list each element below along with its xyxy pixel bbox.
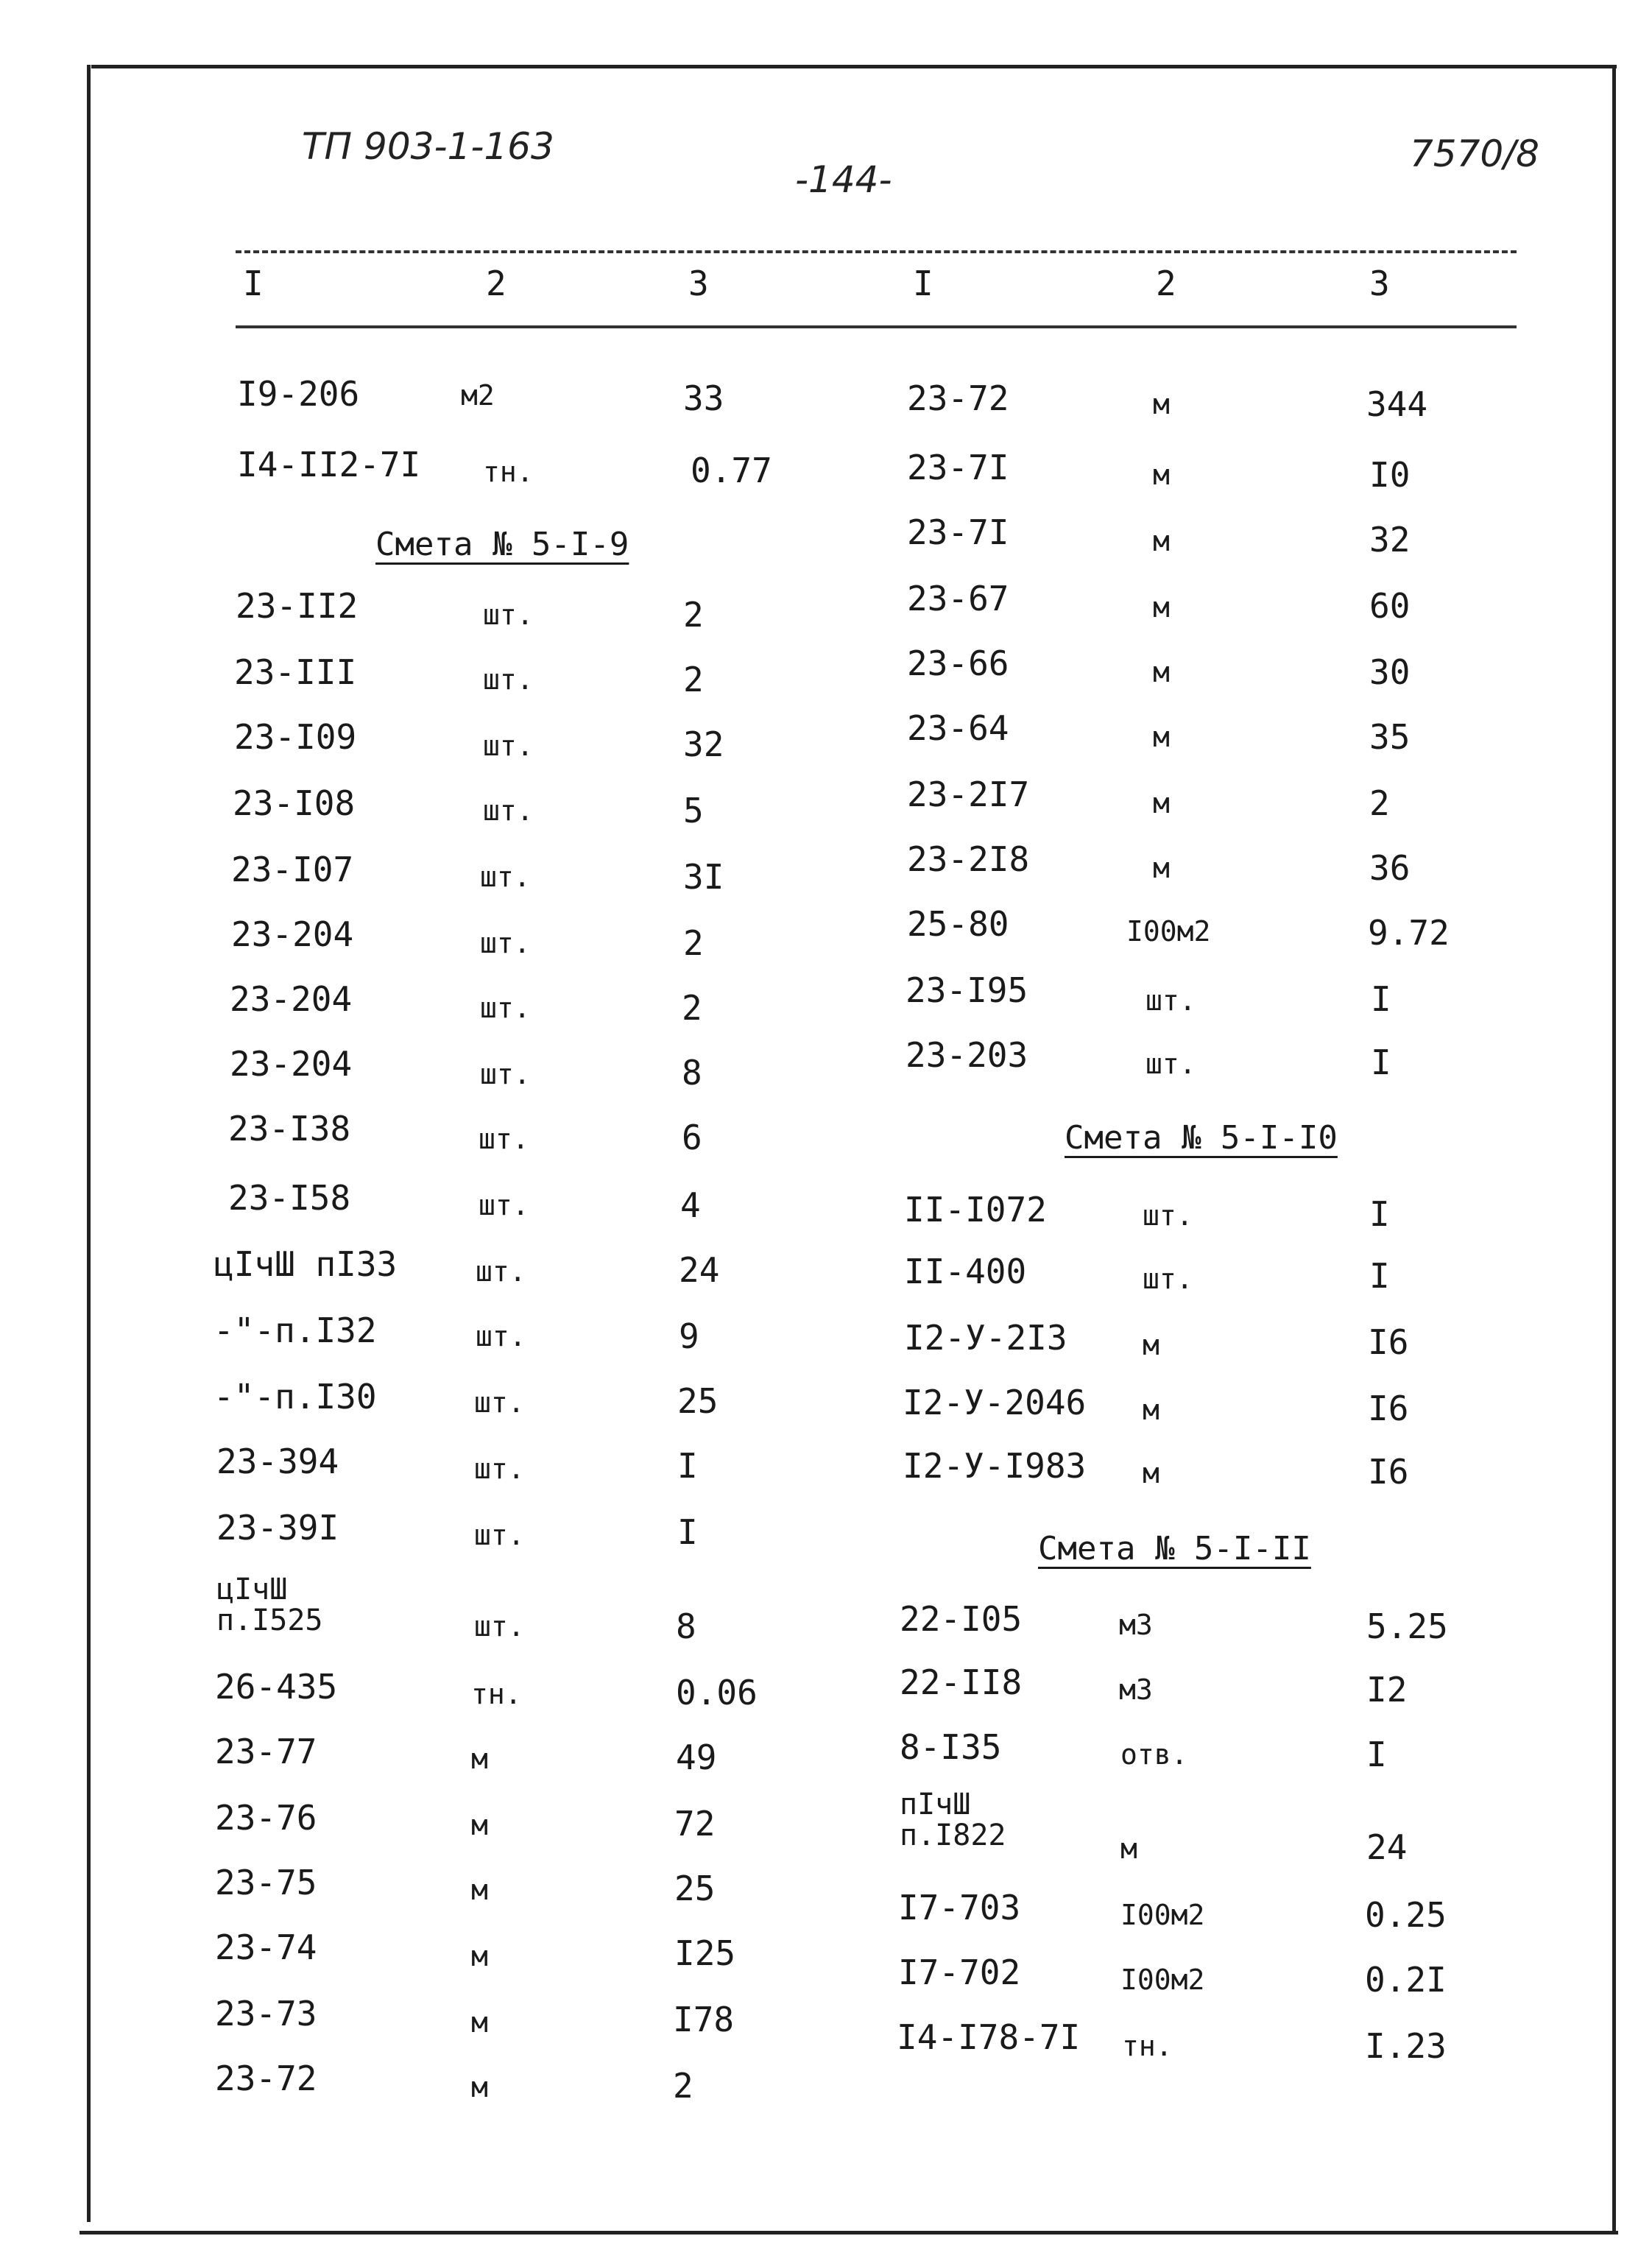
item-code: I4-I78-7I — [897, 2017, 1081, 2057]
frame-border-left — [87, 65, 91, 2222]
item-code: 25-80 — [907, 904, 1009, 944]
item-unit: шт. — [483, 730, 534, 762]
item-qty: I — [1366, 1735, 1387, 1774]
item-unit: шт. — [1143, 1199, 1193, 1232]
item-qty: 25 — [674, 1869, 716, 1908]
item-unit: м — [471, 2071, 488, 2103]
item-qty: 2 — [683, 923, 704, 963]
item-qty: 60 — [1369, 586, 1411, 626]
item-code: I7-703 — [898, 1888, 1021, 1927]
item-unit: I00м2 — [1120, 1899, 1205, 1931]
item-qty: 4 — [680, 1185, 701, 1225]
item-unit: м — [1143, 1329, 1159, 1361]
item-code: II-400 — [904, 1252, 1027, 1291]
item-qty: 35 — [1369, 717, 1411, 757]
item-code: 23-7I — [907, 448, 1009, 487]
item-code: 23-II2 — [236, 586, 359, 626]
item-code: 23-I07 — [231, 850, 354, 889]
item-unit: шт. — [479, 1123, 529, 1155]
item-code-line1: пIчШ — [900, 1788, 971, 1821]
item-code: 23-74 — [215, 1927, 317, 1967]
item-qty: 32 — [683, 724, 724, 764]
item-code: 23-I58 — [228, 1178, 351, 1218]
item-unit: шт. — [480, 861, 531, 893]
sheet-ref: 7570/8 — [1410, 133, 1539, 175]
col-header: 3 — [688, 264, 709, 303]
item-unit: шт. — [483, 663, 534, 696]
item-qty: I — [677, 1512, 698, 1552]
col-header: 2 — [1156, 264, 1176, 303]
item-unit: шт. — [474, 1453, 525, 1485]
item-code: 22-I05 — [900, 1599, 1023, 1639]
item-code: I2-У-2046 — [903, 1383, 1087, 1422]
item-code: 23-I95 — [906, 970, 1028, 1010]
item-qty: 33 — [683, 378, 724, 418]
item-qty: I0 — [1369, 455, 1411, 495]
item-qty: I — [1369, 1194, 1390, 1234]
item-code: 23-66 — [907, 643, 1009, 683]
item-qty: 2 — [1369, 783, 1390, 823]
item-code: 23-64 — [907, 708, 1009, 748]
item-unit: шт. — [480, 992, 531, 1024]
item-qty: I78 — [673, 2000, 735, 2039]
frame-border-bottom — [80, 2231, 1618, 2234]
item-qty: 2 — [683, 595, 704, 635]
item-unit: отв. — [1120, 1738, 1188, 1771]
item-code: 23-I09 — [234, 717, 357, 757]
item-unit: шт. — [476, 1255, 526, 1288]
item-code-line2: п.I822 — [900, 1819, 1006, 1852]
item-qty: 6 — [682, 1118, 702, 1157]
item-unit: I00м2 — [1120, 1964, 1205, 1996]
item-code: 23-72 — [215, 2059, 317, 2098]
item-unit: шт. — [480, 927, 531, 959]
item-code: I2-У-I983 — [903, 1446, 1087, 1486]
item-code: 26-435 — [215, 1667, 338, 1707]
item-qty: I6 — [1368, 1452, 1409, 1492]
section-heading: Смета № 5-I-9 — [375, 526, 629, 563]
item-unit: м — [1153, 525, 1170, 557]
item-qty: 25 — [677, 1381, 719, 1421]
frame-border-right — [1612, 68, 1616, 2232]
item-qty: 49 — [676, 1738, 717, 1777]
item-code: 23-7I — [907, 512, 1009, 552]
item-unit: шт. — [480, 1058, 531, 1090]
item-code: 23-I38 — [228, 1109, 351, 1149]
item-qty: 5.25 — [1366, 1606, 1448, 1646]
item-unit: м — [1143, 1394, 1159, 1426]
item-unit: шт. — [474, 1519, 525, 1551]
item-code: 23-72 — [907, 378, 1009, 418]
header-rule — [236, 325, 1517, 328]
item-qty: 2 — [673, 2066, 693, 2106]
item-unit: м — [1153, 852, 1170, 884]
item-code: 23-73 — [215, 1994, 317, 2034]
item-qty: I — [1371, 1043, 1391, 1082]
item-unit: м — [1153, 459, 1170, 491]
item-qty: 36 — [1369, 848, 1411, 888]
item-qty: 72 — [674, 1804, 716, 1844]
page-number: -144- — [795, 158, 892, 201]
header-dashed-rule — [236, 250, 1517, 253]
item-code: 23-III — [234, 652, 357, 692]
item-code: 23-204 — [230, 1044, 353, 1084]
item-unit: м — [1153, 591, 1170, 624]
item-qty: 9.72 — [1368, 913, 1450, 953]
item-qty: I — [677, 1446, 698, 1486]
item-unit: шт. — [1146, 984, 1196, 1017]
item-code: 23-204 — [231, 914, 354, 954]
item-qty: 2 — [682, 988, 702, 1028]
item-unit: шт. — [474, 1386, 525, 1419]
item-unit: I00м2 — [1126, 915, 1211, 948]
item-qty: I6 — [1368, 1389, 1409, 1428]
item-unit: м — [1143, 1457, 1159, 1489]
item-unit: м2 — [461, 379, 495, 412]
item-unit: шт. — [476, 1320, 526, 1352]
doc-code: ТП 903-1-163 — [302, 125, 554, 168]
item-code: цIчШ пI33 — [213, 1244, 398, 1284]
item-qty: 0.2I — [1365, 1960, 1447, 2000]
item-unit: м — [471, 1940, 488, 1972]
item-qty: 2 — [683, 660, 704, 699]
item-unit: м3 — [1119, 1673, 1153, 1706]
item-qty: 24 — [679, 1250, 720, 1290]
item-unit: м — [1120, 1833, 1137, 1865]
item-code: I4-II2-7I — [237, 445, 421, 484]
item-qty: 9 — [679, 1316, 699, 1356]
item-unit: м — [471, 1809, 488, 1841]
item-unit: шт. — [483, 794, 534, 827]
item-qty: I25 — [674, 1933, 736, 1973]
frame-border-top — [91, 65, 1617, 68]
item-unit: м — [471, 1874, 488, 1906]
item-unit: м3 — [1119, 1609, 1153, 1641]
item-code: 23-203 — [906, 1035, 1028, 1075]
item-code: 8-I35 — [900, 1727, 1002, 1767]
item-qty: 32 — [1369, 520, 1411, 560]
item-qty: 3I — [683, 857, 724, 897]
item-code: 23-75 — [215, 1863, 317, 1902]
section-heading: Смета № 5-I-II — [1038, 1530, 1311, 1567]
section-heading: Смета № 5-I-I0 — [1065, 1119, 1338, 1157]
item-code: I7-702 — [898, 1953, 1021, 1992]
item-qty: 0.77 — [691, 451, 772, 490]
item-unit: шт. — [474, 1610, 525, 1643]
item-qty: 5 — [683, 791, 704, 830]
item-unit: шт. — [1146, 1048, 1196, 1080]
item-unit: шт. — [479, 1189, 529, 1221]
item-qty: 24 — [1366, 1827, 1408, 1867]
item-code: 23-394 — [216, 1442, 339, 1481]
item-unit: шт. — [1143, 1263, 1193, 1295]
item-qty: 8 — [682, 1053, 702, 1093]
item-qty: 0.06 — [676, 1673, 758, 1712]
item-code: 23-I08 — [233, 783, 356, 823]
item-code: I9-206 — [237, 374, 360, 414]
item-code: 23-76 — [215, 1798, 317, 1838]
item-qty: I.23 — [1365, 2026, 1447, 2066]
item-unit: м — [1153, 656, 1170, 688]
col-header: I — [913, 264, 933, 303]
item-qty: 344 — [1366, 384, 1428, 424]
item-code: 23-2I7 — [907, 775, 1030, 814]
item-qty: I — [1369, 1256, 1390, 1296]
col-header: I — [243, 264, 264, 303]
item-code: 22-II8 — [900, 1662, 1023, 1702]
item-code-line1: цIчШ — [216, 1573, 288, 1606]
col-header: 3 — [1369, 264, 1390, 303]
item-unit: м — [1153, 388, 1170, 420]
item-unit: м — [1153, 721, 1170, 753]
item-unit: м — [471, 2006, 488, 2039]
item-unit: тн. — [483, 456, 534, 488]
item-qty: 0.25 — [1365, 1895, 1447, 1935]
item-code: 23-2I8 — [907, 839, 1030, 879]
item-qty: I — [1371, 979, 1391, 1019]
item-code-line2: п.I525 — [216, 1604, 323, 1637]
item-qty: I6 — [1368, 1322, 1409, 1362]
item-qty: I2 — [1366, 1670, 1408, 1710]
item-qty: 8 — [676, 1606, 696, 1646]
col-header: 2 — [486, 264, 506, 303]
item-code: II-I072 — [904, 1190, 1047, 1230]
item-code-two-line — [216, 1574, 323, 1636]
item-code: I2-У-2I3 — [904, 1318, 1067, 1358]
item-code: 23-77 — [215, 1732, 317, 1771]
item-code: -"-п.I32 — [213, 1311, 377, 1350]
item-code: -"-п.I30 — [213, 1377, 377, 1417]
item-unit: тн. — [471, 1678, 522, 1710]
item-qty: 30 — [1369, 652, 1411, 692]
item-unit: шт. — [483, 599, 534, 631]
item-code: 23-39I — [216, 1508, 339, 1548]
item-unit: м — [471, 1743, 488, 1775]
item-code: 23-67 — [907, 579, 1009, 618]
item-unit: тн. — [1122, 2030, 1173, 2062]
item-unit: м — [1153, 787, 1170, 819]
item-code: 23-204 — [230, 979, 353, 1019]
item-code-two-line — [900, 1789, 1006, 1851]
